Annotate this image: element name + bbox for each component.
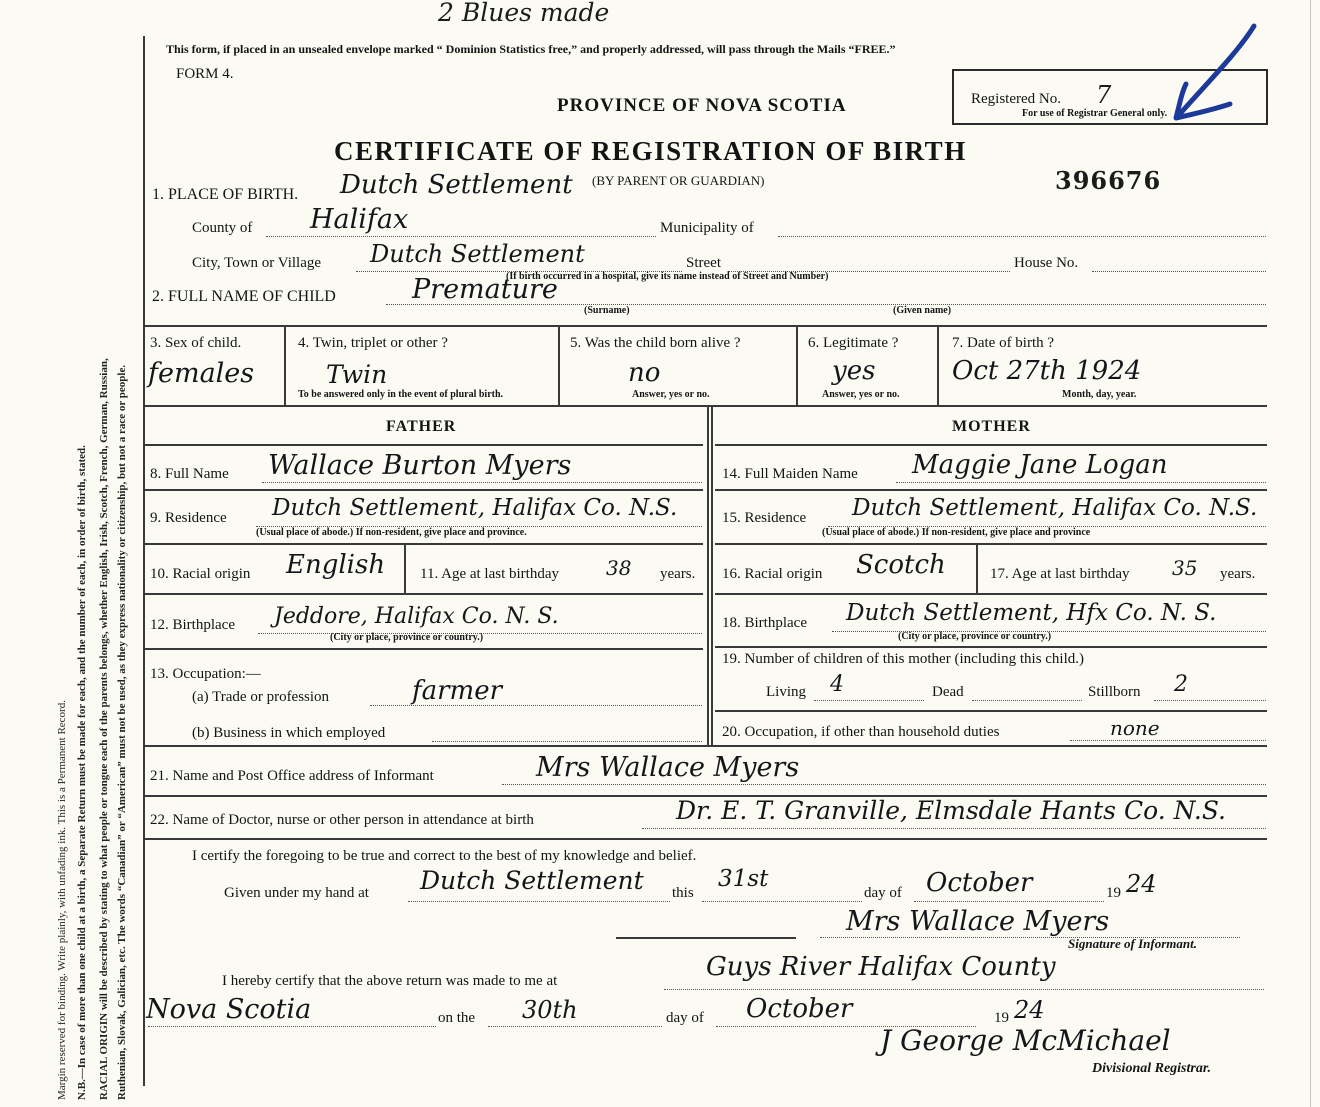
legitimate-label: 6. Legitimate ? (808, 335, 899, 351)
mother-name-value: Maggie Jane Logan (912, 450, 1168, 480)
alive-value: no (628, 358, 661, 388)
registrar-place-value-2: Nova Scotia (146, 994, 312, 1025)
street-label: Street (686, 255, 721, 271)
legitimate-value: yes (832, 356, 876, 386)
father-birthplace-label: 12. Birthplace (150, 617, 235, 633)
page-title: CERTIFICATE OF REGISTRATION OF BIRTH (334, 136, 967, 166)
page-subtitle: (BY PARENT OR GUARDIAN) (592, 173, 765, 188)
certify-month-value: October (926, 868, 1033, 898)
informant-signature: Mrs Wallace Myers (846, 906, 1110, 937)
registrar-day-label: day of (666, 1010, 704, 1026)
certify-year-value: 24 (1126, 870, 1157, 898)
county-value: Halifax (310, 204, 409, 235)
check-mark-icon (1168, 22, 1260, 124)
city-value: Dutch Settlement (370, 240, 585, 268)
column-divider (707, 405, 709, 745)
mother-racial-value: Scotch (856, 550, 946, 580)
on-the-label: on the (438, 1010, 476, 1026)
sex-label: 3. Sex of child. (150, 335, 242, 351)
father-racial-value: English (286, 550, 386, 580)
father-residence-value: Dutch Settlement, Halifax Co. N.S. (272, 495, 678, 521)
father-name-label: 8. Full Name (150, 466, 229, 482)
dead-label: Dead (932, 684, 964, 700)
registrar-signature-caption: Divisional Registrar. (1092, 1061, 1212, 1076)
mother-birthplace-value: Dutch Settlement, Hfx Co. N. S. (846, 600, 1217, 626)
trade-label: (a) Trade or profession (192, 689, 330, 705)
left-border (143, 36, 145, 1086)
father-heading: FATHER (386, 418, 457, 435)
registrar-place-value: Guys River Halifax County (706, 952, 1056, 982)
mother-age-suffix: years. (1220, 566, 1256, 582)
given-place-value: Dutch Settlement (420, 866, 644, 895)
surname-caption: (Surname) (584, 305, 630, 316)
father-age-value: 38 (606, 556, 632, 580)
father-residence-note: (Usual place of abode.) If non-resident, give place and province. (256, 527, 527, 538)
certify-day-value: 31st (718, 866, 769, 892)
dob-label: 7. Date of birth ? (952, 335, 1055, 351)
mother-birthplace-label: 18. Birthplace (722, 615, 807, 631)
mother-residence-value: Dutch Settlement, Halifax Co. N.S. (852, 495, 1258, 521)
twin-label: 4. Twin, triplet or other ? (298, 335, 448, 351)
registered-label: Registered No. (971, 91, 1061, 107)
hospital-note: (If birth occurred in a hospital, give its name instead of Street and Number) (506, 271, 829, 282)
father-racial-label: 10. Racial origin (150, 566, 251, 582)
mail-notice: This form, if placed in an unsealed envelope marked “ Dominion Statistics free,” and properly addressed, will pass through the Mails “FREE.” (166, 42, 896, 56)
stillborn-value: 2 (1174, 672, 1188, 697)
registered-value: 7 (1096, 81, 1112, 109)
child-name-value: Premature (412, 274, 558, 305)
registrar-signature: J George McMichael (880, 1024, 1171, 1057)
registrar-text: I hereby certify that the above return was made to me at (222, 973, 558, 989)
mother-racial-label: 16. Racial origin (722, 566, 823, 582)
twin-note: To be answered only in the event of plural birth. (298, 389, 504, 400)
side-note-1: Margin reserved for binding. Write plainly, with unfading ink. This is a Permanent Record. (56, 700, 68, 1100)
mother-age-label: 17. Age at last birthday (990, 566, 1130, 582)
registrar-month-value: October (746, 994, 853, 1024)
side-note-2: N.B.—In case of more than one child at a birth, a Separate Return must be made for each, and the number of each, in order of birth, stated. (76, 445, 88, 1100)
mother-birthplace-note: (City or place, province or country.) (898, 631, 1052, 642)
legitimate-note: Answer, yes or no. (822, 389, 900, 400)
house-label: House No. (1014, 255, 1079, 271)
mother-residence-label: 15. Residence (722, 510, 807, 526)
place-of-birth-label: 1. PLACE OF BIRTH. (152, 186, 299, 203)
mother-residence-note: (Usual place of abode.) If non-resident, give place and province (822, 527, 1091, 538)
child-name-label: 2. FULL NAME OF CHILD (152, 288, 336, 305)
doctor-value: Dr. E. T. Granville, Elmsdale Hants Co. N.S. (676, 796, 1226, 825)
father-residence-label: 9. Residence (150, 510, 227, 526)
occupation-label: 13. Occupation:— (150, 666, 261, 682)
living-value: 4 (830, 672, 844, 697)
trade-value: farmer (412, 676, 503, 706)
mother-occupation-label: 20. Occupation, if other than household duties (722, 724, 1000, 740)
this-label: this (672, 885, 694, 901)
county-label: County of (192, 220, 253, 236)
father-name-value: Wallace Burton Myers (268, 450, 572, 481)
informant-label: 21. Name and Post Office address of Informant (150, 768, 434, 784)
father-age-label: 11. Age at last birthday (420, 566, 559, 582)
father-birthplace-value: Jeddore, Halifax Co. N. S. (274, 604, 559, 629)
father-birthplace-note: (City or place, province or country.) (330, 632, 484, 643)
form-number: FORM 4. (176, 66, 234, 82)
informant-value: Mrs Wallace Myers (536, 752, 800, 783)
stillborn-label: Stillborn (1088, 684, 1141, 700)
top-note: 2 Blues made (438, 0, 610, 27)
registrar-day-value: 30th (522, 996, 578, 1024)
given-label: Given under my hand at (224, 885, 369, 901)
father-age-suffix: years. (660, 566, 696, 582)
business-label: (b) Business in which employed (192, 725, 386, 741)
children-count-label: 19. Number of children of this mother (including this child.) (722, 651, 1085, 667)
certify-year-prefix: 19 (1106, 885, 1121, 901)
sex-value: females (148, 358, 255, 389)
twin-value: Twin (326, 360, 388, 389)
registrar-year-value: 24 (1014, 996, 1045, 1024)
dob-note: Month, day, year. (1062, 389, 1137, 400)
given-name-caption: (Given name) (893, 305, 952, 316)
municipality-label: Municipality of (660, 220, 754, 236)
alive-label: 5. Was the child born alive ? (570, 335, 741, 351)
registrar-use-note: For use of Registrar General only. (1022, 108, 1168, 119)
mother-heading: MOTHER (952, 418, 1031, 435)
mother-name-label: 14. Full Maiden Name (722, 466, 858, 482)
doctor-label: 22. Name of Doctor, nurse or other person in attendance at birth (150, 812, 534, 828)
living-label: Living (766, 684, 806, 700)
mother-age-value: 35 (1172, 556, 1198, 580)
certify-text: I certify the foregoing to be true and correct to the best of my knowledge and belief. (192, 848, 697, 864)
rule (143, 325, 1267, 327)
alive-note: Answer, yes or no. (632, 389, 710, 400)
dob-value: Oct 27th 1924 (952, 356, 1142, 386)
serial-number: 396676 (1055, 166, 1162, 195)
place-of-birth-value: Dutch Settlement (340, 170, 573, 200)
side-note-3: RACIAL ORIGIN will be described by stating to what people or tongue each of the parents belongs, whether English, Irish, Scotch, French, German, Russian, (98, 358, 110, 1100)
side-note-4: Ruthenian, Slovak, Galician, etc. The words “Canadian” or “American” must not be used, as they express nationality or citizenship, but not a race or people. (116, 364, 128, 1100)
city-label: City, Town or Village (192, 255, 322, 271)
informant-signature-caption: Signature of Informant. (1068, 936, 1197, 951)
mother-occupation-value: none (1110, 716, 1160, 740)
registrar-year-prefix: 19 (994, 1010, 1009, 1026)
province-heading: PROVINCE OF NOVA SCOTIA (557, 95, 847, 116)
certify-day-label: day of (864, 885, 902, 901)
